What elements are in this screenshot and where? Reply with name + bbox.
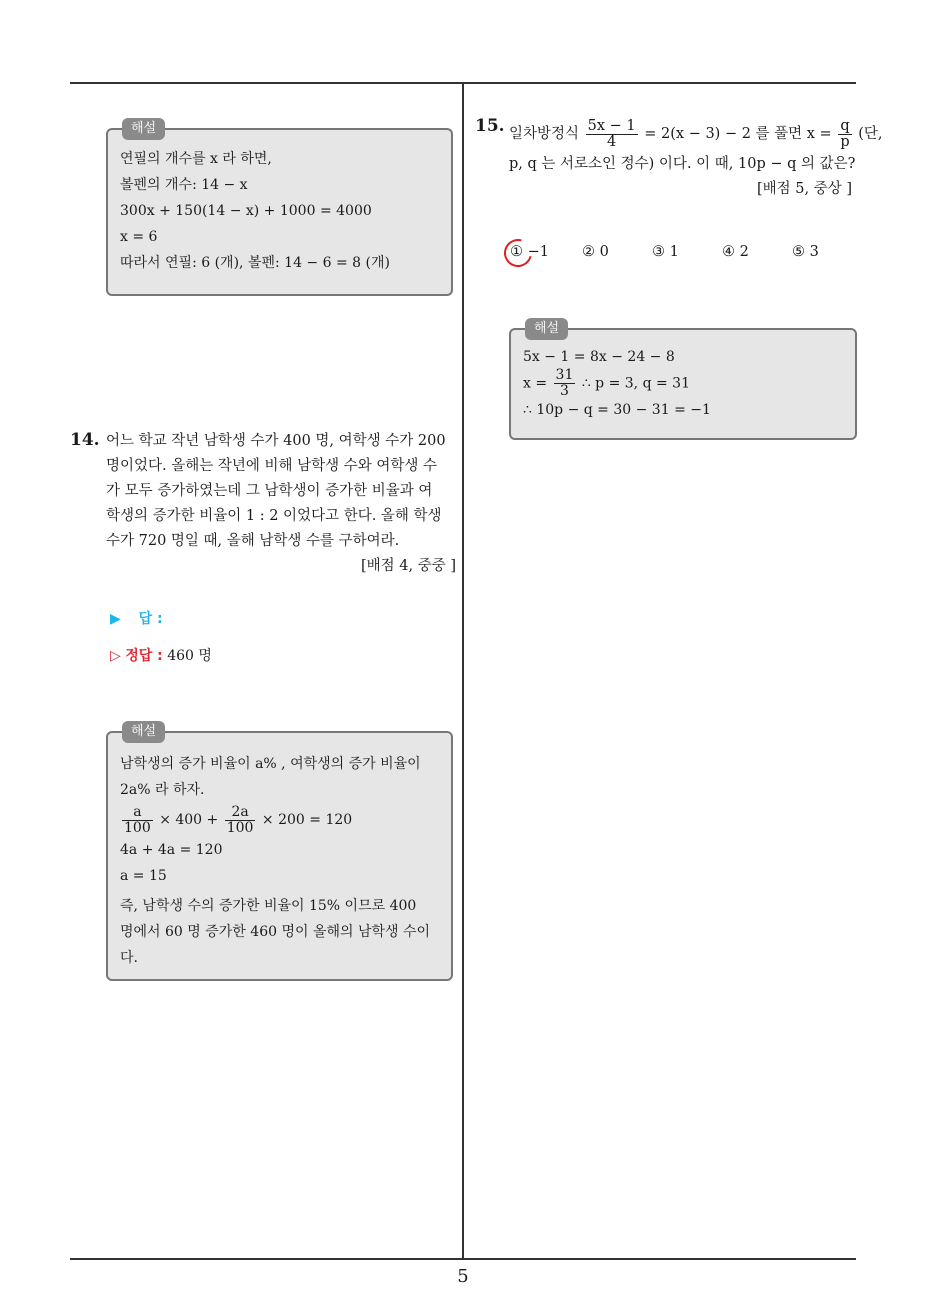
correct-answer-value: 460 명 — [167, 648, 212, 664]
solution-box-14 — [106, 724, 453, 981]
solution-line: 4a + 4a = 120 — [120, 842, 223, 858]
fraction-denominator: 4 — [607, 133, 617, 150]
solution-line: ∴ 10p − q = 30 − 31 = −1 — [523, 402, 711, 418]
question-line: 명이었다. 올해는 작년에 비해 남학생 수와 여학생 수 — [106, 458, 438, 474]
fraction — [586, 119, 638, 150]
fraction — [122, 805, 153, 836]
solution-line: x = 6 — [120, 229, 158, 245]
solution-line: 따라서 연필: 6 (개), 볼펜: 14 − 6 = 8 (개) — [120, 255, 390, 271]
question-text-14 — [106, 429, 456, 579]
solution-box-13 — [106, 121, 453, 296]
fraction-numerator: 2a — [225, 805, 256, 821]
solution-line: a = 15 — [120, 868, 167, 884]
equation-text: x = — [523, 375, 548, 392]
answer-row — [110, 608, 163, 628]
answer-label: 답 : — [138, 611, 163, 627]
solution-equation — [523, 368, 843, 399]
equation-text: × 400 + — [159, 812, 219, 828]
choice-4[interactable]: ④ 2 — [722, 244, 749, 260]
fraction — [554, 368, 576, 399]
choice-2[interactable]: ② 0 — [582, 244, 609, 260]
question-line: 학생의 증가한 비율이 1 : 2 이었다고 한다. 올해 학생 — [106, 508, 442, 524]
fraction-numerator: 31 — [555, 367, 574, 383]
solution-tag: 해설 — [122, 118, 165, 140]
solution-equation — [120, 803, 439, 837]
choice-5[interactable]: ⑤ 3 — [792, 244, 819, 260]
question-number-15: 15. — [475, 116, 505, 136]
question-line: 가 모두 증가하였는데 그 남학생이 증가한 비율과 여 — [106, 483, 433, 499]
solution-tag: 해설 — [122, 721, 165, 743]
correct-arrow-icon: ▷ — [110, 648, 121, 664]
choice-3[interactable]: ③ 1 — [652, 244, 679, 260]
solution-line: 2a% 라 하자. — [120, 782, 205, 798]
fraction-denominator: 100 — [226, 819, 254, 836]
solution-line: 300x + 150(14 − x) + 1000 = 4000 — [120, 203, 372, 219]
question-meta: [배점 4, 중중 ] — [360, 558, 456, 574]
question-line: 어느 학교 작년 남학생 수가 400 명, 여학생 수가 200 — [106, 433, 446, 449]
fraction — [838, 119, 851, 150]
fraction-numerator: 5x − 1 — [587, 117, 636, 134]
solution-line: 즉, 남학생 수의 증가한 비율이 15% 이므로 400 — [120, 898, 417, 914]
solution-tag: 해설 — [525, 318, 568, 340]
solution-box-15 — [509, 321, 857, 440]
solution-line: 연필의 개수를 x 라 하면, — [120, 151, 272, 167]
solution-line: 5x − 1 = 8x − 24 − 8 — [523, 349, 675, 365]
fraction-denominator: 100 — [124, 819, 151, 836]
question-line: 수가 720 명일 때, 올해 남학생 수를 구하여라. — [106, 533, 400, 549]
solution-line: 명에서 60 명 증가한 460 명이 올해의 남학생 수이 — [120, 924, 431, 940]
question-number-14: 14. — [70, 430, 100, 450]
fraction-numerator: q — [840, 117, 850, 134]
column-divider — [462, 82, 464, 1259]
question-middle: = 2(x − 3) − 2 를 풀면 x = — [644, 126, 832, 142]
question-line: p, q 는 서로소인 정수) 이다. 이 때, 10p − q 의 값은? — [509, 156, 856, 172]
choice-1[interactable]: ① −1 — [510, 244, 549, 260]
solution-line: 남학생의 증가 비율이 a% , 여학생의 증가 비율이 — [120, 756, 421, 772]
solution-line: 다. — [120, 950, 138, 966]
page-number: 5 — [457, 1266, 469, 1287]
question-text-15 — [509, 116, 883, 202]
fraction — [225, 805, 256, 836]
correct-answer-label: 정답 : — [125, 648, 163, 664]
fraction-denominator: 3 — [559, 383, 569, 399]
fraction-denominator: p — [840, 133, 850, 150]
correct-answer-row — [110, 645, 212, 665]
question-meta: [배점 5, 중상 ] — [756, 181, 852, 197]
question-suffix: (단, — [858, 126, 883, 142]
fraction-numerator: a — [122, 805, 153, 821]
question-line — [509, 116, 883, 152]
bottom-rule — [70, 1258, 856, 1260]
solution-line: 볼펜의 개수: 14 − x — [120, 177, 248, 193]
answer-arrow-icon: ▶ — [110, 611, 121, 627]
equation-text: × 200 = 120 — [261, 812, 353, 828]
choices-row — [510, 244, 850, 268]
equation-text: ∴ p = 3, q = 31 — [581, 375, 690, 392]
question-prefix: 일차방정식 — [509, 126, 580, 142]
